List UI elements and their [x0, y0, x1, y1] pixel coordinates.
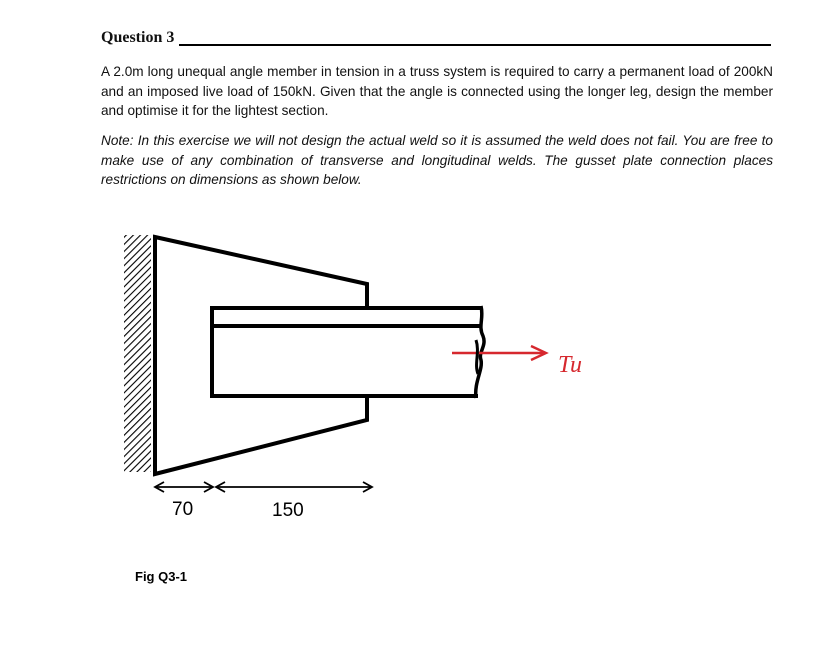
- force-label: Tu: [558, 352, 583, 378]
- dimension-150: [216, 482, 372, 492]
- dimension-70-label: 70: [172, 499, 194, 520]
- dimension-150-label: 150: [272, 500, 304, 521]
- wall-hatching: [124, 235, 151, 472]
- note-paragraph: Note: In this exercise we will not design the actual weld so it is assumed the weld does not fail. You are free to make use of any combination of transverse and longitudinal welds. The gusset plate connection places restrictions on dimensions as shown below.: [101, 133, 773, 187]
- question-heading: Question 3: [101, 29, 175, 46]
- dimension-70: [155, 482, 213, 492]
- figure-caption: Fig Q3-1: [135, 569, 188, 584]
- question-paragraph: A 2.0m long unequal angle member in tension in a truss system is required to carry a permanent load of 200kN and an imposed live load of 150kN. Given that the angle is connected using the longer leg, design the member and optimise it for the lightest section.: [101, 64, 773, 118]
